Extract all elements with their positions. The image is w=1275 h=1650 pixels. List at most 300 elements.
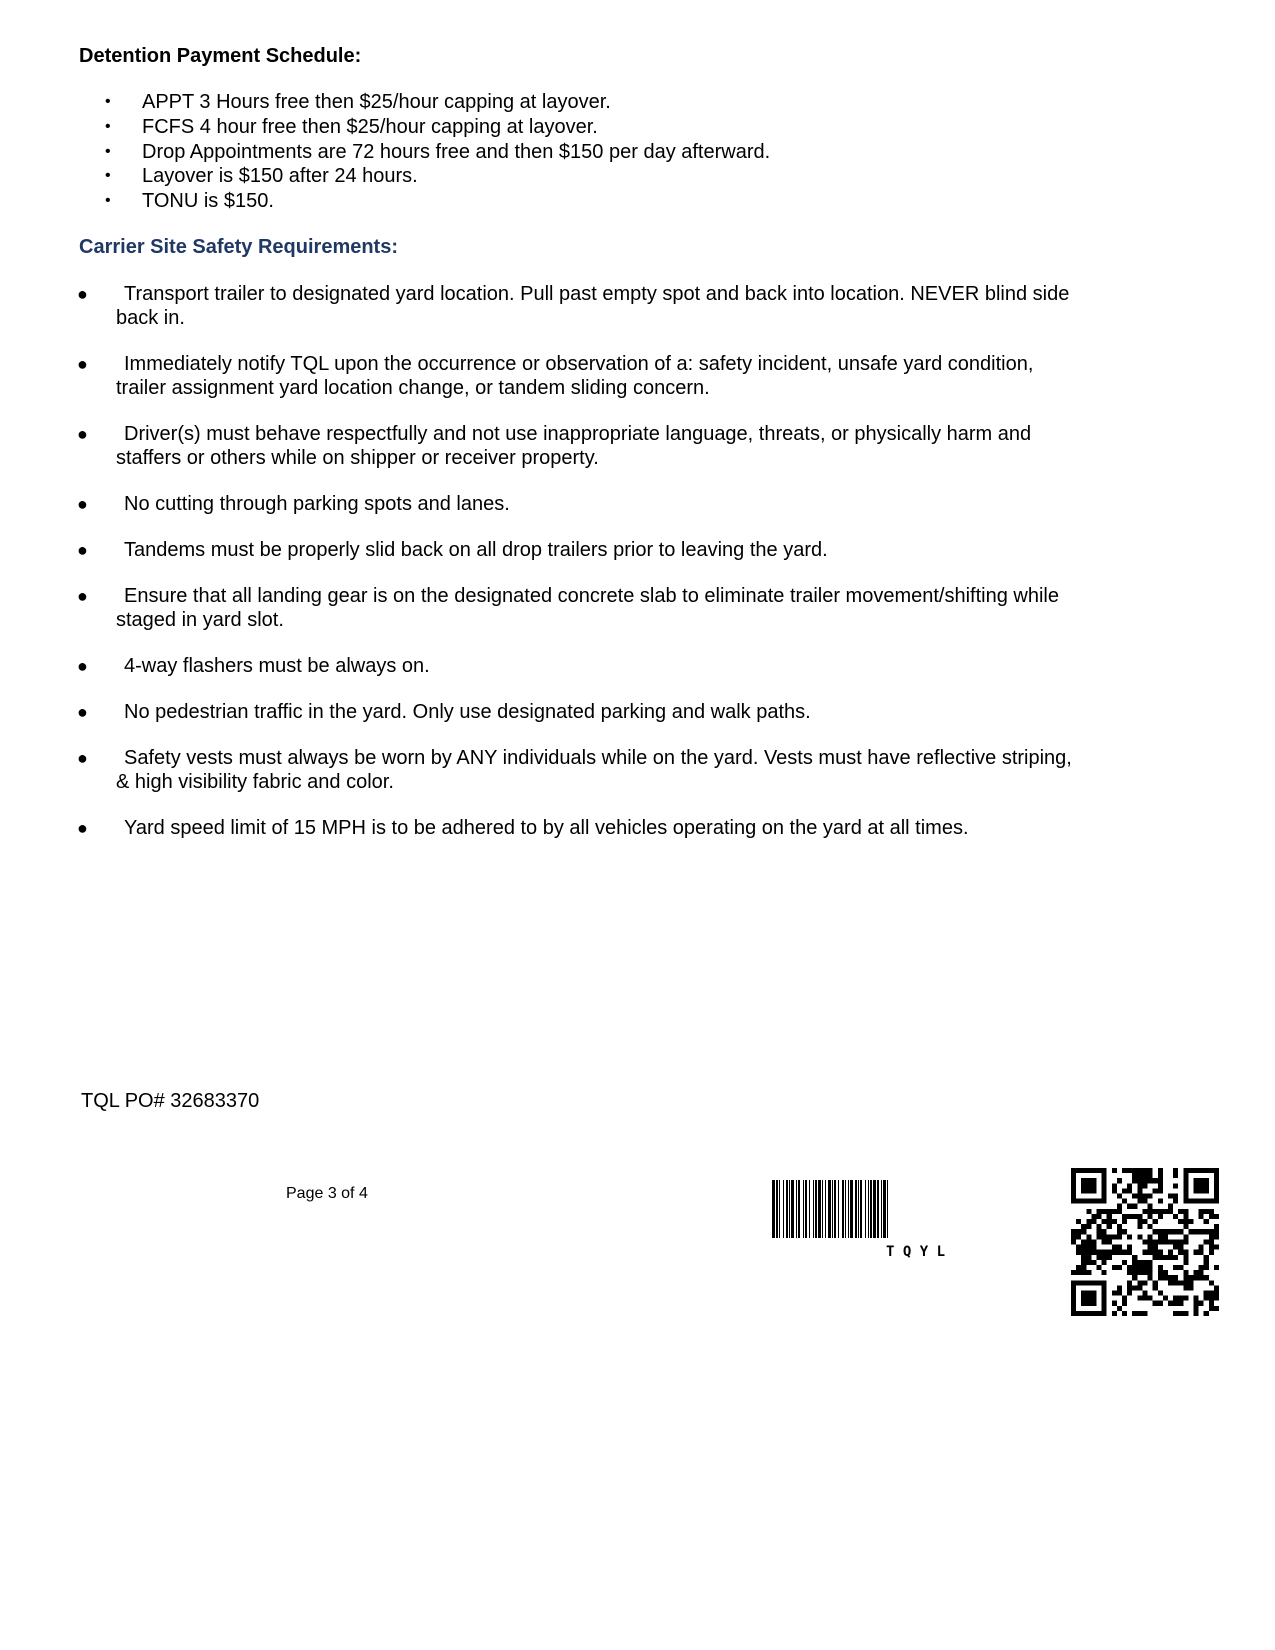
qr-module	[1204, 1209, 1209, 1214]
qr-module	[1122, 1229, 1127, 1234]
qr-module	[1137, 1199, 1142, 1204]
qr-module	[1193, 1229, 1198, 1234]
qr-module	[1214, 1285, 1219, 1290]
qr-module	[1183, 1214, 1188, 1219]
qr-module	[1132, 1270, 1137, 1275]
safety-list	[0, 282, 1100, 862]
barcode-bar	[815, 1180, 817, 1238]
qr-module	[1158, 1183, 1163, 1188]
qr-module	[1183, 1296, 1188, 1301]
qr-module	[1132, 1275, 1137, 1280]
qr-module	[1142, 1270, 1147, 1275]
barcode-bar	[822, 1180, 823, 1238]
qr-module	[1168, 1280, 1173, 1285]
qr-module	[1214, 1229, 1219, 1234]
qr-module	[1148, 1260, 1153, 1265]
barcode-bar	[873, 1180, 876, 1238]
bullet-icon: ●	[77, 748, 88, 768]
qr-module	[1112, 1265, 1117, 1270]
qr-module	[1158, 1178, 1163, 1183]
qr-module	[1107, 1234, 1112, 1239]
qr-module	[1209, 1250, 1214, 1255]
qr-module	[1163, 1296, 1168, 1301]
qr-module	[1142, 1173, 1147, 1178]
qr-module	[1132, 1255, 1137, 1260]
barcode-bar	[834, 1180, 836, 1238]
barcode-bar	[809, 1180, 810, 1238]
po-number: TQL PO# 32683370	[81, 1090, 260, 1112]
qr-module	[1183, 1311, 1188, 1316]
page-number: Page 3 of 4	[286, 1185, 368, 1202]
qr-module	[1137, 1270, 1142, 1275]
qr-module	[1178, 1265, 1183, 1270]
qr-module	[1173, 1173, 1178, 1178]
list-item-text: Transport trailer to designated yard location. Pull past empty spot and back into location. NEVER blind side back in.	[116, 283, 1070, 329]
qr-module	[1183, 1275, 1188, 1280]
qr-module	[1132, 1265, 1137, 1270]
qr-module	[1086, 1245, 1091, 1250]
qr-module	[1117, 1204, 1122, 1209]
qr-module	[1112, 1301, 1117, 1306]
qr-module	[1107, 1209, 1112, 1214]
barcode-bar	[779, 1180, 780, 1238]
qr-module	[1097, 1234, 1102, 1239]
bullet-icon: •	[105, 142, 111, 160]
qr-module	[1158, 1290, 1163, 1295]
qr-module	[1178, 1301, 1183, 1306]
list-item	[0, 538, 1086, 562]
qr-module	[1071, 1270, 1076, 1275]
qr-module	[1137, 1194, 1142, 1199]
qr-module	[1132, 1260, 1137, 1265]
barcode-bar	[858, 1180, 859, 1238]
bullet-icon: •	[105, 93, 111, 110]
qr-module	[1086, 1239, 1091, 1244]
qr-module	[1178, 1209, 1183, 1214]
qr-module	[1214, 1290, 1219, 1295]
barcode-bar	[855, 1180, 857, 1238]
qr-module	[1112, 1168, 1117, 1173]
qr-module	[1081, 1260, 1086, 1265]
qr-module	[1153, 1239, 1158, 1244]
qr-module	[1107, 1239, 1112, 1244]
qr-module	[1173, 1183, 1178, 1188]
qr-module	[1183, 1280, 1188, 1285]
qr-module	[1188, 1275, 1193, 1280]
bullet-icon: ●	[77, 656, 88, 676]
qr-module	[1158, 1255, 1163, 1260]
qr-module	[1173, 1245, 1178, 1250]
barcode-bar	[813, 1180, 814, 1238]
qr-module	[1112, 1311, 1117, 1316]
qr-module	[1122, 1311, 1127, 1316]
qr-module	[1122, 1188, 1127, 1193]
qr-module	[1178, 1296, 1183, 1301]
qr-module	[1091, 1214, 1096, 1219]
qr-module	[1137, 1265, 1142, 1270]
qr-module	[1148, 1173, 1153, 1178]
qr-module	[1148, 1234, 1153, 1239]
qr-module	[1173, 1255, 1178, 1260]
qr-module	[1188, 1219, 1193, 1224]
list-item-text: No pedestrian traffic in the yard. Only use designated parking and walk paths.	[124, 701, 811, 723]
qr-module	[1193, 1311, 1198, 1316]
qr-module	[1122, 1301, 1127, 1306]
qr-module	[1168, 1194, 1173, 1199]
qr-module	[1081, 1265, 1086, 1270]
qr-module	[1168, 1301, 1173, 1306]
qr-module	[1163, 1255, 1168, 1260]
qr-module	[1209, 1306, 1214, 1311]
qr-module	[1148, 1209, 1153, 1214]
qr-module	[1112, 1219, 1117, 1224]
qr-module	[1163, 1209, 1168, 1214]
qr-module	[1091, 1245, 1096, 1250]
qr-module	[1102, 1270, 1107, 1275]
qr-module	[1148, 1265, 1153, 1270]
qr-module	[1209, 1290, 1214, 1295]
qr-module	[1214, 1265, 1219, 1270]
qr-module	[1199, 1270, 1204, 1275]
qr-module	[1122, 1260, 1127, 1265]
qr-module	[1142, 1296, 1147, 1301]
qr-module	[1097, 1229, 1102, 1234]
list-item-text: APPT 3 Hours free then $25/hour capping at layover.	[142, 91, 611, 113]
qr-module	[1148, 1194, 1153, 1199]
qr-module	[1137, 1285, 1142, 1290]
qr-module	[1148, 1239, 1153, 1244]
qr-module	[1193, 1275, 1198, 1280]
qr-module	[1153, 1245, 1158, 1250]
bullet-icon: ●	[77, 284, 88, 304]
qr-module	[1142, 1280, 1147, 1285]
qr-module	[1199, 1209, 1204, 1214]
qr-module	[1127, 1290, 1132, 1295]
qr-module	[1132, 1168, 1137, 1173]
qr-module	[1214, 1214, 1219, 1219]
qr-module	[1153, 1229, 1158, 1234]
qr-module	[1137, 1224, 1142, 1229]
barcode-bar	[825, 1180, 826, 1238]
detention-heading: Detention Payment Schedule:	[79, 45, 362, 67]
qr-module	[1102, 1250, 1107, 1255]
qr-module	[1168, 1204, 1173, 1209]
qr-module	[1117, 1306, 1122, 1311]
qr-module	[1168, 1229, 1173, 1234]
qr-module	[1117, 1265, 1122, 1270]
bullet-icon: ●	[77, 702, 88, 722]
qr-module	[1204, 1296, 1209, 1301]
qr-module	[1173, 1265, 1178, 1270]
qr-module	[1158, 1275, 1163, 1280]
qr-module	[1097, 1209, 1102, 1214]
qr-module	[1178, 1280, 1183, 1285]
qr-module	[1158, 1199, 1163, 1204]
qr-module	[1214, 1245, 1219, 1250]
barcode-bar	[803, 1180, 804, 1238]
qr-module	[1209, 1296, 1214, 1301]
qr-module	[1204, 1260, 1209, 1265]
barcode-bar	[842, 1180, 844, 1238]
bullet-icon: •	[105, 167, 111, 185]
qr-module	[1193, 1306, 1198, 1311]
qr-module	[1112, 1183, 1117, 1188]
qr-module	[1137, 1219, 1142, 1224]
barcode-image	[772, 1180, 1059, 1272]
list-item-text: Layover is $150 after 24 hours.	[142, 165, 418, 188]
qr-module	[1102, 1260, 1107, 1265]
qr-finder-center	[1081, 1290, 1096, 1305]
qr-module	[1173, 1280, 1178, 1285]
qr-module	[1127, 1265, 1132, 1270]
qr-module	[1153, 1219, 1158, 1224]
barcode-bar	[868, 1180, 869, 1238]
detention-list	[0, 90, 1000, 214]
qr-module	[1148, 1214, 1153, 1219]
qr-module	[1148, 1168, 1153, 1173]
barcode-bar	[881, 1180, 882, 1238]
qr-module	[1137, 1168, 1142, 1173]
bullet-icon: ●	[77, 494, 88, 514]
qr-module	[1142, 1290, 1147, 1295]
qr-module	[1137, 1280, 1142, 1285]
qr-module	[1204, 1219, 1209, 1224]
qr-module	[1142, 1209, 1147, 1214]
qr-module	[1081, 1229, 1086, 1234]
qr-module	[1204, 1229, 1209, 1234]
qr-module	[1117, 1229, 1122, 1234]
qr-module	[1158, 1168, 1163, 1173]
list-item	[0, 492, 1086, 516]
qr-module	[1112, 1234, 1117, 1239]
qr-module	[1102, 1229, 1107, 1234]
list-item-text: Yard speed limit of 15 MPH is to be adhered to by all vehicles operating on the yard at all times.	[124, 817, 969, 839]
list-item-text: Immediately notify TQL upon the occurrence or observation of a: safety incident, unsafe yard condition, trailer assignment yard location change, or tandem sliding concern.	[116, 353, 1034, 399]
qr-module	[1168, 1275, 1173, 1280]
qr-module	[1081, 1239, 1086, 1244]
qr-module	[1153, 1301, 1158, 1306]
qr-module	[1153, 1188, 1158, 1193]
qr-module	[1127, 1270, 1132, 1275]
qr-module	[1183, 1260, 1188, 1265]
qr-module	[1209, 1245, 1214, 1250]
barcode-bar	[865, 1180, 866, 1238]
qr-module	[1158, 1188, 1163, 1193]
list-item	[0, 816, 1086, 840]
barcode-bar	[789, 1180, 790, 1238]
qr-module	[1153, 1285, 1158, 1290]
qr-module	[1173, 1311, 1178, 1316]
qr-module	[1081, 1255, 1086, 1260]
qr-module	[1142, 1168, 1147, 1173]
qr-module	[1148, 1224, 1153, 1229]
barcode-bar	[798, 1180, 800, 1238]
qr-module	[1204, 1311, 1209, 1316]
barcode-bar	[796, 1180, 797, 1238]
qr-module	[1209, 1209, 1214, 1214]
qr-module	[1127, 1280, 1132, 1285]
qr-module	[1173, 1168, 1178, 1173]
qr-module	[1137, 1214, 1142, 1219]
qr-module	[1076, 1219, 1081, 1224]
qr-module	[1199, 1250, 1204, 1255]
qr-module	[1107, 1224, 1112, 1229]
qr-module	[1132, 1214, 1137, 1219]
qr-module	[1168, 1209, 1173, 1214]
qr-module	[1132, 1194, 1137, 1199]
barcode-bar	[791, 1180, 794, 1238]
qr-module	[1142, 1219, 1147, 1224]
qr-module	[1178, 1250, 1183, 1255]
qr-code-image	[1071, 1168, 1219, 1316]
qr-module	[1112, 1250, 1117, 1255]
qr-module	[1117, 1209, 1122, 1214]
qr-module	[1112, 1209, 1117, 1214]
qr-module	[1204, 1239, 1209, 1244]
qr-module	[1137, 1173, 1142, 1178]
qr-module	[1086, 1250, 1091, 1255]
qr-module	[1122, 1199, 1127, 1204]
qr-module	[1081, 1270, 1086, 1275]
qr-module	[1158, 1229, 1163, 1234]
qr-module	[1148, 1245, 1153, 1250]
qr-module	[1132, 1204, 1137, 1209]
qr-module	[1117, 1224, 1122, 1229]
qr-module	[1153, 1250, 1158, 1255]
qr-module	[1137, 1234, 1142, 1239]
qr-module	[1091, 1250, 1096, 1255]
qr-module	[1107, 1219, 1112, 1224]
qr-module	[1102, 1219, 1107, 1224]
qr-module	[1071, 1239, 1076, 1244]
qr-module	[1117, 1285, 1122, 1290]
qr-module	[1107, 1250, 1112, 1255]
qr-module	[1137, 1188, 1142, 1193]
barcode-bar	[845, 1180, 846, 1238]
qr-module	[1142, 1239, 1147, 1244]
qr-module	[1209, 1234, 1214, 1239]
qr-module	[1183, 1250, 1188, 1255]
barcode-bar	[877, 1180, 879, 1238]
bullet-icon: ●	[77, 424, 88, 444]
list-item	[0, 189, 1000, 214]
qr-module	[1117, 1234, 1122, 1239]
qr-module	[1102, 1239, 1107, 1244]
list-item	[0, 654, 1086, 678]
qr-module	[1158, 1270, 1163, 1275]
qr-module	[1117, 1178, 1122, 1183]
qr-module	[1122, 1168, 1127, 1173]
qr-module	[1117, 1245, 1122, 1250]
barcode-bar	[828, 1180, 831, 1238]
qr-module	[1127, 1204, 1132, 1209]
qr-module	[1183, 1209, 1188, 1214]
qr-module	[1086, 1209, 1091, 1214]
qr-module	[1107, 1214, 1112, 1219]
list-item	[0, 282, 1086, 330]
qr-module	[1183, 1239, 1188, 1244]
qr-module	[1127, 1285, 1132, 1290]
qr-module	[1142, 1199, 1147, 1204]
qr-module	[1097, 1255, 1102, 1260]
qr-module	[1173, 1214, 1178, 1219]
qr-module	[1199, 1275, 1204, 1280]
qr-module	[1168, 1239, 1173, 1244]
qr-module	[1086, 1260, 1091, 1265]
bullet-icon: •	[105, 192, 111, 210]
qr-module	[1199, 1301, 1204, 1306]
qr-module	[1153, 1280, 1158, 1285]
qr-module	[1148, 1178, 1153, 1183]
qr-module	[1117, 1194, 1122, 1199]
qr-module	[1193, 1296, 1198, 1301]
qr-module	[1204, 1290, 1209, 1295]
qr-module	[1158, 1173, 1163, 1178]
qr-module	[1214, 1224, 1219, 1229]
qr-module	[1153, 1209, 1158, 1214]
qr-module	[1086, 1219, 1091, 1224]
qr-module	[1163, 1275, 1168, 1280]
qr-module	[1173, 1296, 1178, 1301]
qr-module	[1173, 1229, 1178, 1234]
bullet-icon: ●	[77, 818, 88, 838]
qr-module	[1122, 1296, 1127, 1301]
qr-module	[1183, 1224, 1188, 1229]
barcode-bar	[832, 1180, 833, 1238]
qr-module	[1097, 1224, 1102, 1229]
qr-module	[1091, 1239, 1096, 1244]
qr-module	[1178, 1245, 1183, 1250]
qr-module	[1163, 1239, 1168, 1244]
qr-module	[1158, 1214, 1163, 1219]
qr-module	[1086, 1270, 1091, 1275]
qr-module	[1204, 1275, 1209, 1280]
qr-module	[1183, 1285, 1188, 1290]
barcode-bar	[838, 1180, 839, 1238]
qr-module	[1193, 1270, 1198, 1275]
qr-module	[1076, 1234, 1081, 1239]
qr-module	[1188, 1280, 1193, 1285]
qr-module	[1199, 1245, 1204, 1250]
list-item	[0, 115, 1000, 140]
bullet-icon: ●	[77, 540, 88, 560]
qr-module	[1122, 1214, 1127, 1219]
barcode-bar	[772, 1180, 775, 1238]
qr-module	[1199, 1265, 1204, 1270]
qr-module	[1142, 1311, 1147, 1316]
qr-module	[1209, 1214, 1214, 1219]
qr-module	[1086, 1255, 1091, 1260]
qr-module	[1142, 1260, 1147, 1265]
qr-finder-center	[1193, 1178, 1208, 1193]
qr-module	[1153, 1178, 1158, 1183]
barcode-bar	[786, 1180, 788, 1238]
qr-module	[1127, 1234, 1132, 1239]
qr-module	[1168, 1250, 1173, 1255]
qr-module	[1102, 1234, 1107, 1239]
qr-module	[1102, 1255, 1107, 1260]
qr-module	[1137, 1296, 1142, 1301]
qr-module	[1076, 1245, 1081, 1250]
qr-module	[1173, 1239, 1178, 1244]
safety-heading: Carrier Site Safety Requirements:	[79, 236, 399, 258]
qr-module	[1132, 1285, 1137, 1290]
qr-module	[1209, 1229, 1214, 1234]
qr-module	[1209, 1239, 1214, 1244]
qr-module	[1173, 1301, 1178, 1306]
qr-module	[1091, 1219, 1096, 1224]
qr-module	[1076, 1265, 1081, 1270]
